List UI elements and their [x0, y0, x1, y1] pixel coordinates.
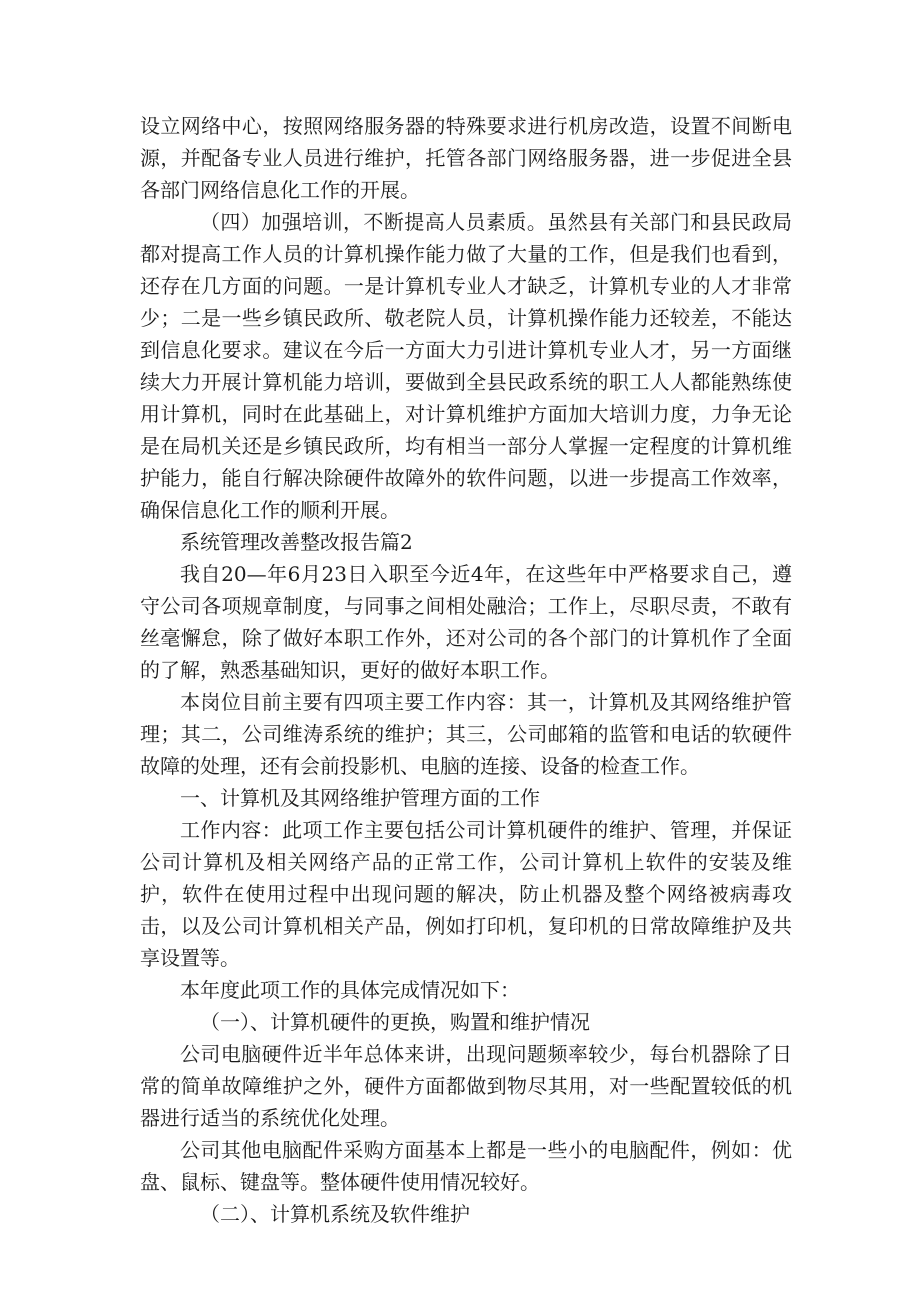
paragraph-job-contents: 本岗位目前主要有四项主要工作内容：其一，计算机及其网络维护管理；其二，公司维涛系统的维护；其三，公司邮箱的监管和电话的软硬件故障的处理，还有会前投影机、电脑的连接、设备的检查工作。	[140, 690, 792, 778]
heading-network-maintenance: 一、计算机及其网络维护管理方面的工作	[180, 786, 540, 810]
heading-hardware: （一）、计算机硬件的更换，购置和维护情况	[200, 1010, 590, 1034]
document-body	[140, 110, 792, 1230]
paragraph-intro: 我自20—年6月23日入职至今近4年，在这些年中严格要求自己，遵守公司各项规章制度，与同事之间相处融洽；工作上，尽职尽责，不敢有丝毫懈怠，除了做好本职工作外，还对公司的各个部门的计算机作了全面的了解，熟悉基础知识，更好的做好本职工作。	[140, 562, 792, 682]
paragraph-network-center: 设立网络中心，按照网络服务器的特殊要求进行机房改造，设置不间断电源，并配备专业人员进行维护，托管各部门网络服务器，进一步促进全县各部门网络信息化工作的开展。	[140, 114, 792, 202]
heading-software: （二）、计算机系统及软件维护	[200, 1202, 470, 1226]
paragraph-work-contents: 工作内容：此项工作主要包括公司计算机硬件的维护、管理，并保证公司计算机及相关网络产品的正常工作，公司计算机上软件的安装及维护，软件在使用过程中出现问题的解决，防止机器及整个网络被病毒攻击，以及公司计算机相关产品，例如打印机，复印机的日常故障维护及共享设置等。	[140, 818, 792, 970]
paragraph-accessories: 公司其他电脑配件采购方面基本上都是一些小的电脑配件，例如：优盘、鼠标、键盘等。整体硬件使用情况较好。	[140, 1138, 792, 1194]
paragraph-hardware-summary: 公司电脑硬件近半年总体来讲，出现问题频率较少，每台机器除了日常的简单故障维护之外，硬件方面都做到物尽其用，对一些配置较低的机器进行适当的系统优化处理。	[140, 1042, 792, 1130]
paragraph-training: （四）加强培训，不断提高人员素质。虽然县有关部门和县民政局都对提高工作人员的计算机操作能力做了大量的工作，但是我们也看到，还存在几方面的问题。一是计算机专业人才缺乏，计算机专业的人才非常少；二是一些乡镇民政所、敬老院人员，计算机操作能力还较差，不能达到信息化要求。建议在今后一方面大力引进计算机专业人才，另一方面继续大力开展计算机能力培训，要做到全县民政系统的职工人人都能熟练使用计算机，同时在此基础上，对计算机维护方面加大培训力度，力争无论是在局机关还是乡镇民政所，均有相当一部分人掌握一定程度的计算机维护能力，能自行解决除硬件故障外的软件问题，以进一步提高工作效率，确保信息化工作的顺利开展。	[140, 210, 792, 522]
paragraph-completion-status: 本年度此项工作的具体完成情况如下：	[180, 978, 520, 1002]
section-heading-report-2: 系统管理改善整改报告篇2	[180, 530, 413, 554]
